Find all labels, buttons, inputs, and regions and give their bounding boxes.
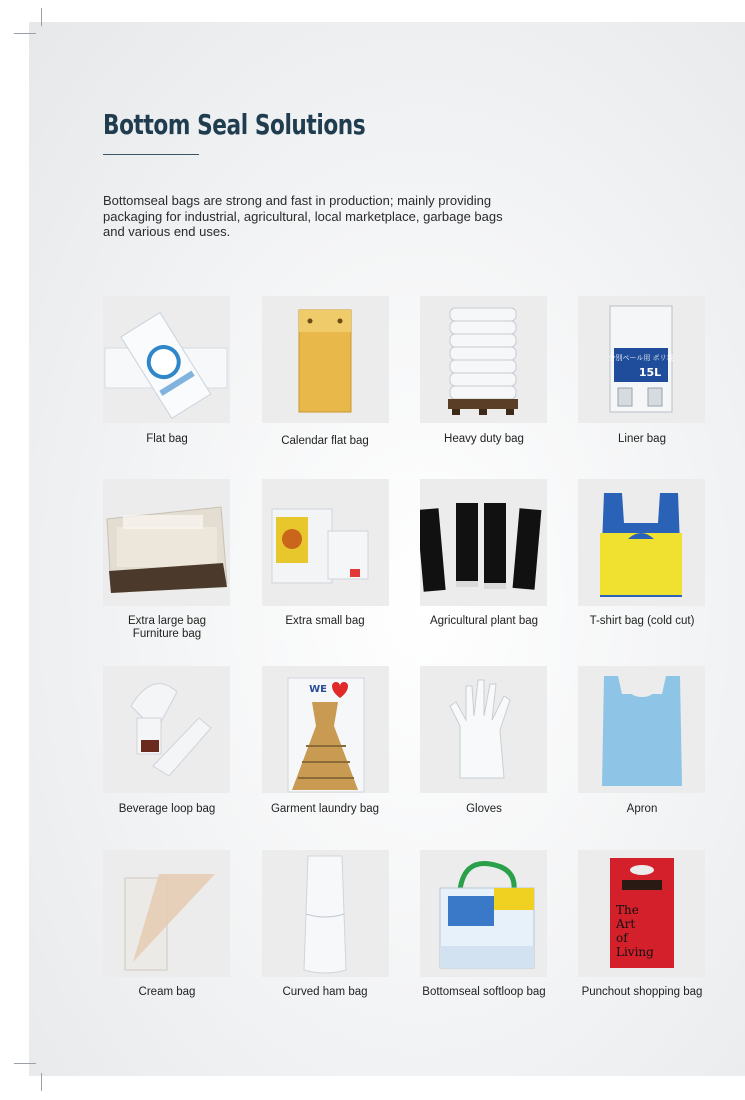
cream-bag-photo	[103, 850, 230, 977]
product-caption: T-shirt bag (cold cut)	[589, 615, 695, 627]
product-caption: Cream bag	[138, 986, 196, 998]
crop-mark	[41, 1073, 42, 1091]
product-caption: Agricultural plant bag	[429, 615, 539, 627]
crop-mark	[14, 1063, 36, 1064]
liner-bag-photo	[578, 296, 705, 423]
product-caption: Calendar flat bag	[281, 435, 369, 447]
flat-bag-photo	[103, 296, 230, 423]
product-caption: Gloves	[466, 803, 502, 815]
garment-laundry-bag-photo	[262, 666, 389, 793]
product-caption: Beverage loop bag	[118, 803, 216, 815]
punchout-text: Living	[616, 945, 654, 959]
product-caption: Flat bag	[146, 433, 188, 445]
agricultural-plant-bag-photo	[420, 479, 547, 606]
softloop-bag-photo	[420, 850, 547, 977]
product-caption-line2: Furniture bag	[132, 628, 202, 640]
product-caption: Garment laundry bag	[270, 803, 380, 815]
gloves-photo	[420, 666, 547, 793]
product-caption: Heavy duty bag	[444, 433, 524, 445]
crop-mark	[14, 33, 36, 34]
liner-size-text: 15L	[638, 366, 662, 379]
curved-ham-bag-photo	[262, 850, 389, 977]
beverage-loop-bag-photo	[103, 666, 230, 793]
extra-large-bag-photo	[103, 479, 230, 606]
punchout-shopping-bag-photo	[578, 850, 705, 977]
calendar-flat-bag-photo	[262, 296, 389, 423]
title-underline	[103, 154, 199, 155]
crop-mark	[41, 8, 42, 26]
product-caption: Bottomseal softloop bag	[422, 986, 546, 998]
punchout-text: Art	[616, 917, 636, 931]
product-caption: Curved ham bag	[282, 986, 368, 998]
page-title: Bottom Seal Solutions	[103, 108, 366, 141]
heavy-duty-bag-photo	[420, 296, 547, 423]
product-caption: Apron	[626, 803, 658, 815]
punchout-text: of	[616, 931, 628, 945]
liner-brand-text: 分別ペール用 ポリ袋	[608, 354, 674, 362]
product-caption: Liner bag	[618, 433, 666, 445]
product-caption: Punchout shopping bag	[581, 986, 703, 998]
product-caption: Extra small bag	[285, 615, 365, 627]
extra-small-bag-photo	[262, 479, 389, 606]
punchout-text: The	[616, 903, 639, 917]
garment-print-text: WE	[309, 684, 327, 695]
product-caption: Extra large bag	[128, 615, 206, 627]
intro-paragraph: Bottomseal bags are strong and fast in production; mainly providing packaging for industrial, agricultural, local marketplace, garbage bags and various end uses.	[103, 193, 503, 239]
t-shirt-bag-photo	[578, 479, 705, 606]
apron-photo	[578, 666, 705, 793]
